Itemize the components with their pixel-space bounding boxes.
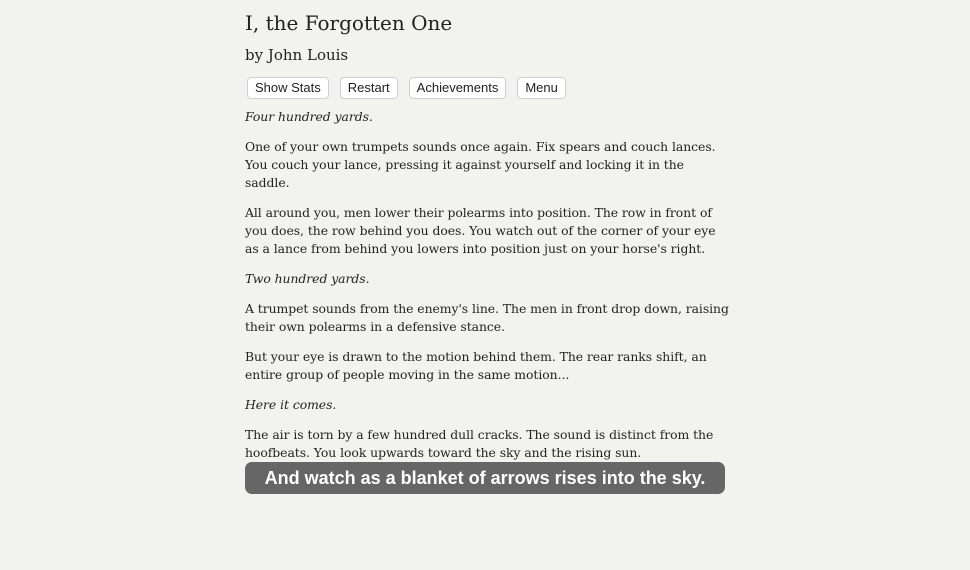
show-stats-button[interactable]: Show Stats (247, 77, 329, 99)
story-text (245, 108, 730, 462)
game-title: I, the Forgotten One (245, 11, 453, 35)
story-paragraph: But your eye is drawn to the motion behind them. The rear ranks shift, an entire group of people moving in the same motion... (245, 349, 707, 382)
story-paragraph: Two hundred yards. (245, 271, 370, 286)
story-paragraph: Four hundred yards. (245, 109, 373, 124)
restart-button[interactable]: Restart (340, 77, 398, 99)
author-line: by John Louis (245, 46, 349, 64)
story-paragraph: The air is torn by a few hundred dull cracks. The sound is distinct from the hoofbeats. You look upwards toward the sky and the rising sun. (245, 427, 714, 460)
story-paragraph: A trumpet sounds from the enemy's line. The men in front drop down, raising their own polearms in a defensive stance. (245, 301, 729, 334)
story-paragraph: One of your own trumpets sounds once again. Fix spears and couch lances. You couch your lance, pressing it against yourself and locking it in the saddle. (245, 139, 716, 190)
next-choice-button[interactable]: And watch as a blanket of arrows rises into the sky. (245, 462, 725, 494)
achievements-button[interactable]: Achievements (409, 77, 507, 99)
story-paragraph: Here it comes. (245, 397, 337, 412)
story-paragraph: All around you, men lower their polearms into position. The row in front of you does, the row behind you does. You watch out of the corner of your eye as a lance from behind you lowers into position just on your horse's right. (245, 205, 716, 256)
toolbar (247, 77, 730, 99)
story-container (245, 10, 730, 474)
menu-button[interactable]: Menu (517, 77, 566, 99)
